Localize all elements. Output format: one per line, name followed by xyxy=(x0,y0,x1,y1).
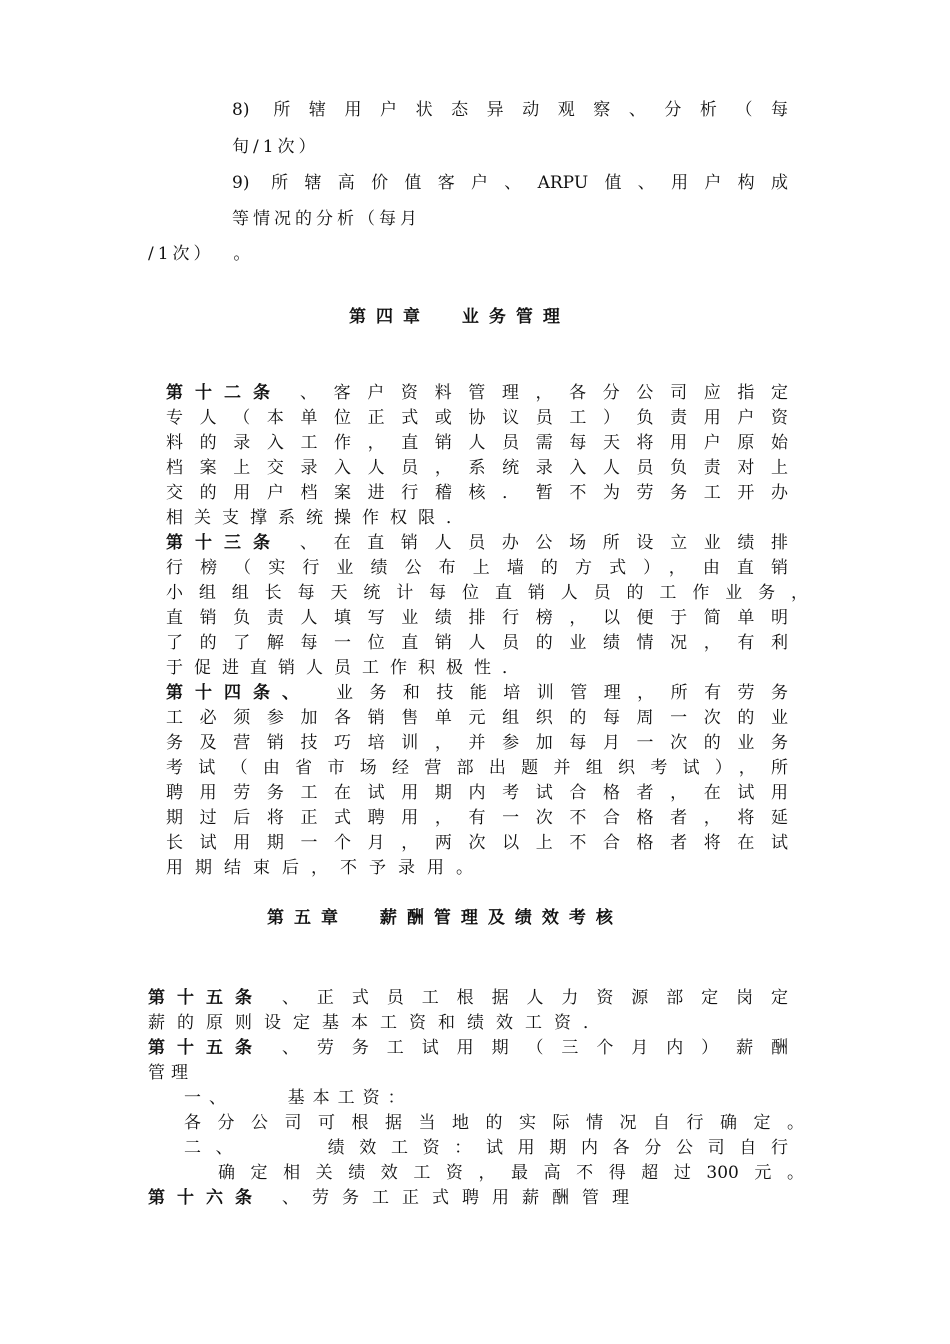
salary-item-2-text: 确定相关绩效工资，最高不得超过300元。 xyxy=(218,1163,804,1183)
article-15b-label: 第十五条 xyxy=(148,1038,264,1058)
article-15b-line-2: 管理 xyxy=(148,1063,194,1083)
article-14-line-7: 长试用期一个月，两次以上不合格者将在试 xyxy=(166,833,788,853)
article-13-line-4: 直销负责人填写业绩排行榜，以便于简单明 xyxy=(166,608,788,628)
article-13-line-6: 于促进直销人员工作积极性． xyxy=(166,658,530,678)
salary-item-1: 一、 基本工资： xyxy=(184,1088,413,1108)
salary-item-1-text: 各分公司可根据当地的实际情况自行确定。 xyxy=(184,1113,804,1133)
article-13-label: 第十三条 xyxy=(166,533,282,553)
article-15a-label: 第十五条 xyxy=(148,988,264,1008)
chapter-4-title: 第四章 业务管理 xyxy=(349,307,570,327)
article-12-label: 第十二条 xyxy=(166,383,282,403)
salary-item-2: 二、 绩效工资：试用期内各分公司自行 xyxy=(184,1138,788,1158)
article-14-line-3: 务及营销技巧培训，并参加每月一次的业务 xyxy=(166,733,788,753)
list-item-8-line-1: 8) 所辖用户状态异动观察、分析（每 xyxy=(232,100,788,120)
article-15b-line-1: 、劳务工试用期（三个月内）薪酬 xyxy=(282,1038,788,1058)
article-14-line-5: 聘用劳务工在试用期内考试合格者，在试用 xyxy=(166,783,788,803)
article-16-line-1: 、劳务工正式聘用薪酬管理 xyxy=(282,1188,642,1208)
list-item-9-line-2: 等情况的分析（每月 xyxy=(232,209,421,229)
article-14-line-8: 用期结束后，不予录用。 xyxy=(166,858,485,878)
article-15a-line-2: 薪的原则设定基本工资和绩效工资． xyxy=(148,1013,612,1033)
article-12-line-5: 交的用户档案进行稽核．暂不为劳务工开办 xyxy=(166,483,788,503)
article-16-label: 第十六条 xyxy=(148,1188,264,1208)
article-13-line-3: 小组组长每天统计每位直销人员的工作业务， xyxy=(166,583,808,603)
list-item-9-line-1: 9) 所辖高价值客户、ARPU值、用户构成 xyxy=(232,173,788,193)
chapter-5-title: 第五章 薪酬管理及绩效考核 xyxy=(267,908,623,928)
article-13-line-1: 、在直销人员办公场所设立业绩排 xyxy=(300,533,788,553)
article-12-line-2: 专人（本单位正式或协议员工）负责用户资 xyxy=(166,408,788,428)
article-14-line-1: 业务和技能培训管理，所有劳务 xyxy=(336,683,788,703)
article-12-line-1: 、客户资料管理，各分公司应指定 xyxy=(300,383,788,403)
article-12-line-4: 档案上交录入人员，系统录入人员负责对上 xyxy=(166,458,788,478)
article-15a-line-1: 、正式员工根据人力资源部定岗定 xyxy=(282,988,788,1008)
article-14-line-6: 期过后将正式聘用，有一次不合格者，将延 xyxy=(166,808,788,828)
article-14-label: 第十四条、 xyxy=(166,683,311,703)
article-12-line-6: 相关支撑系统操作权限． xyxy=(166,508,474,528)
list-item-9-line-3: /1次） 。 xyxy=(148,244,255,264)
article-14-line-2: 工必须参加各销售单元组织的每周一次的业 xyxy=(166,708,788,728)
article-13-line-2: 行榜（实行业绩公布上墙的方式），由直销 xyxy=(166,558,788,578)
article-13-line-5: 了的了解每一位直销人员的业绩情况，有利 xyxy=(166,633,788,653)
article-12-line-3: 料的录入工作，直销人员需每天将用户原始 xyxy=(166,433,788,453)
article-14-line-4: 考试（由省市场经营部出题并组织考试），所 xyxy=(166,758,788,778)
list-item-8-line-2: 旬/1次） xyxy=(232,137,320,157)
